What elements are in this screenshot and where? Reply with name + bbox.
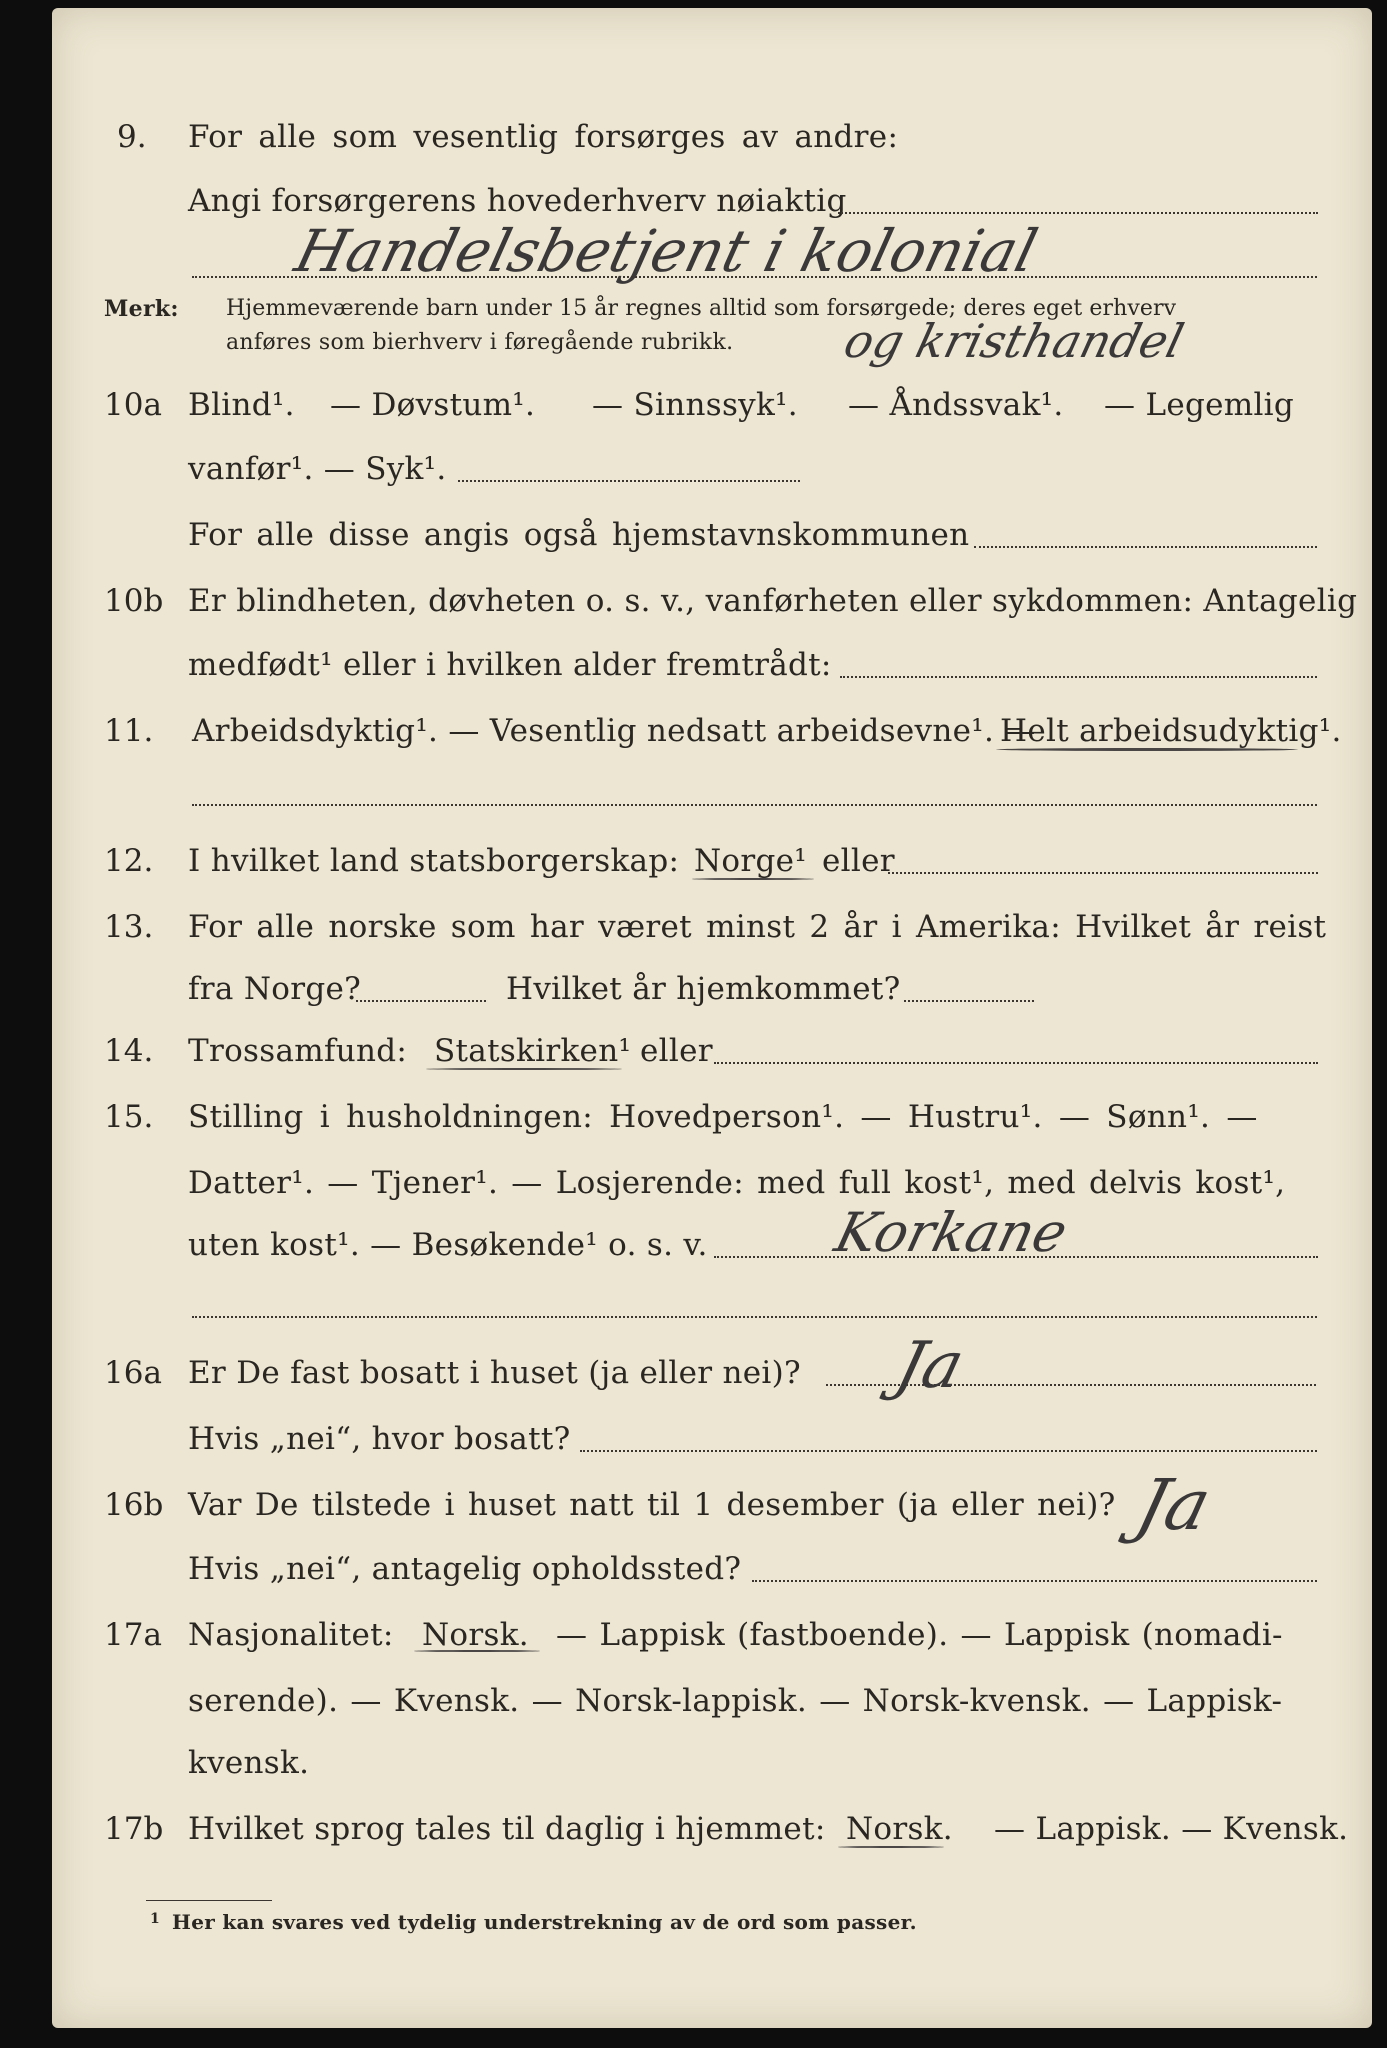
q16a-dotted-line-2	[580, 1450, 1317, 1452]
q10a-dotted-line-2	[974, 546, 1317, 548]
merk-line1: Hjemmeværende barn under 15 år regnes alltid som forsørgede; deres eget erhverv	[226, 296, 1177, 321]
q10a-dotted-line	[458, 480, 800, 482]
q15-line2: Datter¹. — Tjener¹. — Losjerende: med full kost¹, med delvis kost¹,	[188, 1165, 1286, 1201]
q16a-line1: Er De fast bosatt i huset (ja eller nei)?	[188, 1355, 801, 1391]
q17b-line1a: Hvilket sprog tales til daglig i hjemmet:	[188, 1811, 826, 1847]
q12-underline-mark	[692, 878, 814, 880]
q16a-number: 16a	[104, 1355, 162, 1391]
q13-number: 13.	[104, 909, 154, 945]
q17b-number: 17b	[104, 1811, 164, 1847]
q9-line1: For alle som vesentlig forsørges av andre:	[188, 119, 899, 155]
q17b-underline-mark	[838, 1846, 944, 1848]
q14-dotted-line	[714, 1062, 1318, 1064]
q15-number: 15.	[104, 1099, 154, 1135]
q17a-underline-mark	[414, 1650, 540, 1652]
footnote-rule	[146, 1900, 272, 1901]
q9-line2: Angi forsørgerens hovederhverv nøiaktig	[188, 183, 847, 219]
q10b-line1: Er blindheten, døvheten o. s. v., vanførheten eller sykdommen: Antagelig	[188, 583, 1358, 619]
q9-dotted-line	[838, 212, 1318, 214]
q10a-dovstum: — Døvstum¹.	[330, 387, 536, 423]
q16b-number: 16b	[104, 1487, 164, 1523]
q9-answer-line	[192, 276, 1317, 278]
q11-line1a: Arbeidsdyktig¹. — Vesentlig nedsatt arbeidsevne¹. —	[192, 713, 1036, 749]
merk-line2: anføres som bierhverv i føregående rubrikk.	[226, 330, 734, 355]
q17b-norsk: Norsk.	[846, 1811, 953, 1847]
q15-handwritten-answer: Korkane	[829, 1201, 1074, 1264]
q12-number: 12.	[104, 843, 154, 879]
q17a-line1c: — Lappisk (fastboende). — Lappisk (nomadi-	[556, 1617, 1283, 1653]
q16b-dotted-line	[752, 1580, 1317, 1582]
q17a-line1a: Nasjonalitet:	[188, 1617, 394, 1653]
q10a-number: 10a	[104, 387, 162, 423]
q14-number: 14.	[104, 1033, 154, 1069]
q10b-number: 10b	[104, 583, 164, 619]
q15-line1: Stilling i husholdningen: Hovedperson¹. — Hustru¹. — Sønn¹. —	[188, 1099, 1258, 1135]
q14-line1a: Trossamfund:	[188, 1033, 408, 1069]
q16a-line2: Hvis „nei“, hvor bosatt?	[188, 1421, 571, 1457]
q17a-norsk: Norsk.	[422, 1617, 529, 1653]
q11-line1b: Helt arbeidsudyktig¹.	[1000, 713, 1342, 749]
q10a-andssvak: — Åndssvak¹.	[848, 387, 1064, 423]
q9-handwritten-answer-cont: og kristhandel	[839, 314, 1189, 368]
footnote-text: Her kan svares ved tydelig understrekning av de ord som passer.	[172, 1910, 917, 1934]
q13-line2b: Hvilket år hjemkommet?	[506, 971, 901, 1007]
q10b-line2: medfødt¹ eller i hvilken alder fremtrådt:	[188, 647, 832, 683]
q10a-blind: Blind¹.	[188, 387, 295, 423]
q13-line1: For alle norske som har været minst 2 år i Amerika: Hvilket år reist	[188, 909, 1327, 945]
q10a-sinnssyk: — Sinnssyk¹.	[592, 387, 798, 423]
q11-underline-mark	[996, 748, 1298, 751]
q11-number: 11.	[104, 713, 154, 749]
q17a-line2: serende). — Kvensk. — Norsk-lappisk. — Norsk-kvensk. — Lappisk-	[188, 1683, 1283, 1719]
q9-handwritten-answer: Handelsbetjent i kolonial	[288, 217, 1044, 285]
q13-dotted-line-2	[904, 1000, 1034, 1002]
q10a-legemlig: — Legemlig	[1104, 387, 1295, 423]
q11-dotted-line	[192, 804, 1317, 806]
q15-dotted-line-2	[192, 1316, 1317, 1318]
q10a-line2: vanfør¹. — Syk¹.	[188, 451, 447, 487]
merk-label: Merk:	[104, 296, 179, 322]
q16b-line1: Var De tilstede i huset natt til 1 desember (ja eller nei)?	[188, 1487, 1116, 1523]
footnote-mark: 1	[150, 1911, 161, 1927]
q13-line2a: fra Norge?	[188, 971, 362, 1007]
q14-statskirken: Statskirken¹	[434, 1033, 632, 1069]
q12-eller: eller	[822, 843, 895, 879]
q10a-line3: For alle disse angis også hjemstavnskommunen	[188, 517, 970, 553]
q12-line1a: I hvilket land statsborgerskap:	[188, 843, 680, 879]
q16b-handwritten-answer: Ja	[1128, 1464, 1219, 1546]
q15-line3: uten kost¹. — Besøkende¹ o. s. v.	[188, 1227, 708, 1263]
q17a-number: 17a	[104, 1617, 162, 1653]
q16a-handwritten-answer: Ja	[888, 1329, 972, 1403]
q12-norge: Norge¹	[694, 843, 808, 879]
q14-eller: eller	[640, 1033, 713, 1069]
q14-underline-mark	[426, 1068, 622, 1070]
q17a-line3: kvensk.	[188, 1745, 310, 1781]
q12-dotted-line	[888, 872, 1318, 874]
q13-dotted-line-1	[356, 1000, 486, 1002]
q10b-dotted-line	[840, 676, 1317, 678]
q9-number: 9.	[117, 119, 147, 155]
q16b-line2: Hvis „nei“, antagelig opholdssted?	[188, 1551, 742, 1587]
q17b-line1c: — Lappisk. — Kvensk.	[994, 1811, 1349, 1847]
